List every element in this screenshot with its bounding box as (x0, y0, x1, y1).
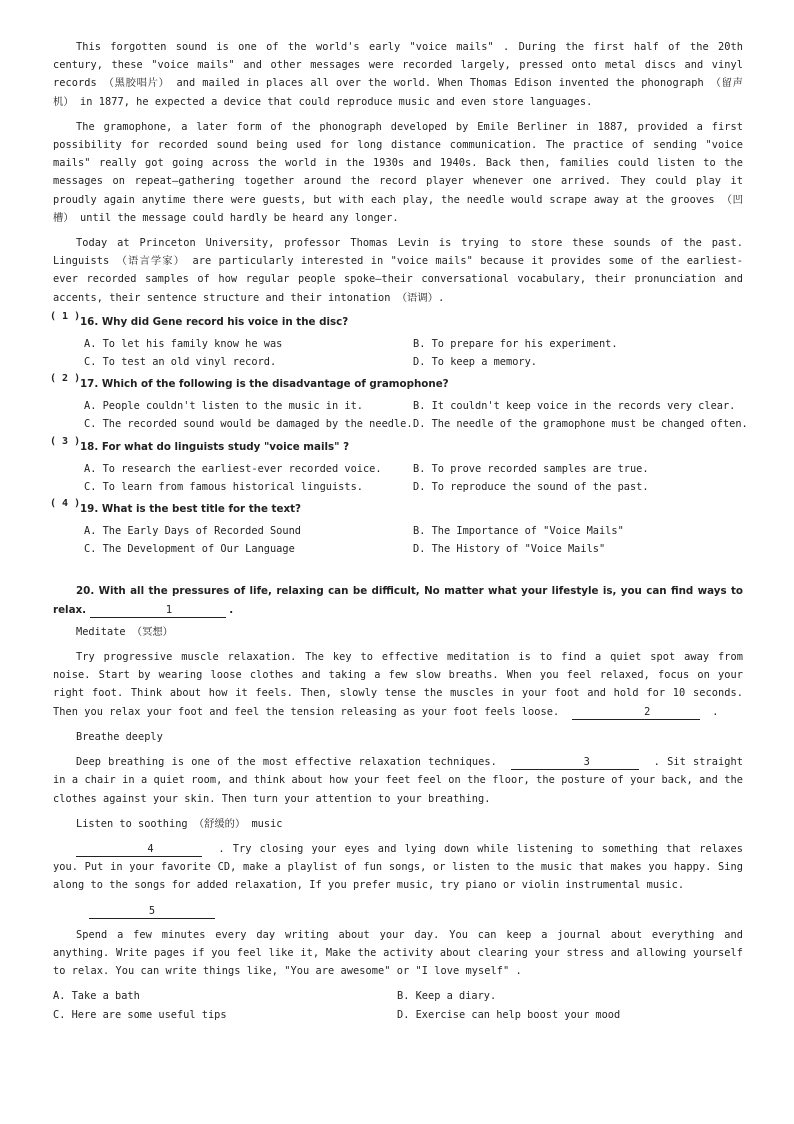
question-20-intro: 20. With all the pressures of life, relaxing can be difficult, No matter what your lifestyle is, you can find ways to relax. 1 . (53, 585, 743, 616)
option-d[interactable]: D. To keep a memory. (413, 356, 537, 369)
question-text: 17. Which of the following is the disadvantage of gramophone? (80, 378, 449, 391)
blank-5-line (89, 902, 743, 920)
breathe-paragraph (53, 753, 743, 808)
question-number: ( 2 ) (50, 373, 81, 385)
question-19-options (84, 522, 743, 558)
option-a[interactable]: A. People couldn't listen to the music in it. (84, 400, 363, 413)
option-a[interactable]: A. Take a bath (53, 990, 140, 1003)
option-b[interactable]: B. The Importance of "Voice Mails" (413, 525, 624, 538)
option-d[interactable]: D. To reproduce the sound of the past. (413, 480, 649, 493)
option-a[interactable]: A. To research the earliest-ever recorded voice. (84, 462, 382, 475)
option-c[interactable]: C. The Development of Our Language (84, 543, 295, 556)
question-18 (50, 435, 743, 456)
question-20-text: 20. With all the pressures of life, relaxing can be difficult, No matter what your lifestyle is, you can find ways to relax. (53, 585, 743, 616)
question-17 (50, 373, 743, 393)
music-text: . Try closing your eyes and lying down while listening to something that relaxes you. Put in your favorite CD, make a playlist of fun songs, or listen to the music that makes you happy. Sing along to the songs for added relaxation, If you prefer music, try piano or violin instrumental music. (53, 842, 743, 892)
passage-paragraph-2: The gramophone, a later form of the phonograph developed by Emile Berliner in 1887, provided a first possibility for recorded sound being used for long distance communication. The practice of sending "voice mails" really got going across the world in the 1930s and 1940s. Back then, families could listen to the messages on repeat—gathering together around the record player whenever one arrived. They could play it proudly again anytime there were guests, but with each play, the needle would scrape away at the grooves （凹槽） until the message could hardly be heard any longer. (53, 120, 743, 224)
blank-1[interactable]: 1 (90, 604, 226, 618)
question-text: 18. For what do linguists study "voice mails" ? (80, 440, 350, 453)
question-19 (50, 498, 743, 518)
question-number: ( 1 ) (50, 310, 81, 322)
option-b[interactable]: B. To prepare for his experiment. (413, 337, 618, 350)
option-b[interactable]: B. It couldn't keep voice in the records very clear. (413, 400, 736, 413)
blank-5[interactable]: 5 (89, 905, 215, 919)
breathe-text-end: . Sit straight in a chair in a quiet room, and think about how your feet feel on the floor, the posture of your back, and the clothes against your skin. Then turn your attention to your breathing. (53, 756, 744, 805)
question-16 (50, 310, 743, 331)
passage-paragraph-1: This forgotten sound is one of the world's early "voice mails" . During the first half of the 20th century, these "voice mails" and other messages were recorded largely, pressed onto metal discs and vinyl records （黑胶唱片） and mailed in places all over the world. When Thomas Edison invented the phonograph （留声机） in 1877, he expected a device that could reproduce music and even store languages. (53, 41, 743, 108)
option-c[interactable]: C. To learn from famous historical linguists. (84, 480, 363, 493)
breathe-text-start: Deep breathing is one of the most effective relaxation techniques. (76, 756, 497, 769)
option-d[interactable]: D. Exercise can help boost your mood (397, 1008, 621, 1021)
option-b[interactable]: B. To prove recorded samples are true. (413, 462, 649, 475)
blank-3[interactable]: 3 (511, 756, 639, 770)
option-c[interactable]: C. To test an old vinyl record. (84, 356, 277, 369)
option-b[interactable]: B. Keep a diary. (397, 990, 497, 1003)
question-16-options (84, 335, 743, 371)
question-17-options (84, 397, 748, 433)
question-20-options (53, 987, 743, 1023)
passage-paragraph-3: Today at Princeton University, professor Thomas Levin is trying to store these sounds of the past. Linguists （语言学家） are particularly interested in "voice mails" because it provides some of the earliest-ever recorded samples of how regular people spoke—their conversational vocabulary, their pronunciation and accents, their sentence structure and their intonation （语调）. (53, 237, 743, 304)
option-d[interactable]: D. The needle of the gramophone must be changed often. (413, 418, 748, 431)
option-a[interactable]: A. The Early Days of Recorded Sound (84, 525, 301, 538)
option-d[interactable]: D. The History of "Voice Mails" (413, 543, 606, 556)
meditate-text: Try progressive muscle relaxation. The key to effective meditation is to find a quiet spot away from noise. Start by wearing loose clothes and taking a few slow breaths. When you feel relaxed, focus on your right foot. Think about how it feels. Then, slowly tense the muscles in your foot and hold for 10 seconds. Then you relax your foot and feel the tension releasing as your foot feels loose. (53, 651, 743, 718)
question-number: ( 4 ) (50, 498, 81, 510)
blank-2[interactable]: 2 (572, 706, 700, 720)
blank-4[interactable]: 4 (76, 843, 202, 857)
option-c[interactable]: C. The recorded sound would be damaged by the needle. (84, 418, 413, 431)
question-text: 19. What is the best title for the text? (80, 503, 301, 516)
question-18-options (84, 460, 743, 496)
music-paragraph (53, 840, 743, 895)
option-a[interactable]: A. To let his family know he was (84, 337, 283, 350)
worksheet-page (50, 38, 748, 1024)
question-number: ( 3 ) (50, 435, 81, 447)
question-text: 16. Why did Gene record his voice in the disc? (80, 315, 349, 328)
option-c[interactable]: C. Here are some useful tips (53, 1008, 227, 1021)
section-heading-breathe: Breathe deeply (76, 730, 163, 743)
diary-paragraph: Spend a few minutes every day writing about your day. You can keep a journal about everything and anything. Write pages if you feel like it, Make the activity about clearing your stress and allowing yourself to relax. You can write things like, "You are awesome" or "I love myself" . (53, 928, 743, 978)
section-heading-music: Listen to soothing （舒缓的） music (76, 817, 283, 830)
section-heading-meditate: Meditate （冥想） (76, 625, 173, 638)
meditate-paragraph: Try progressive muscle relaxation. The key to effective meditation is to find a quiet spot away from noise. Start by wearing loose clothes and taking a few slow breaths. When you feel relaxed, focus on your right foot. Think about how it feels. Then, slowly tense the muscles in your foot and hold for 10 seconds. Then you relax your foot and feel the tension releasing as your foot feels loose. 2 . (53, 651, 743, 718)
